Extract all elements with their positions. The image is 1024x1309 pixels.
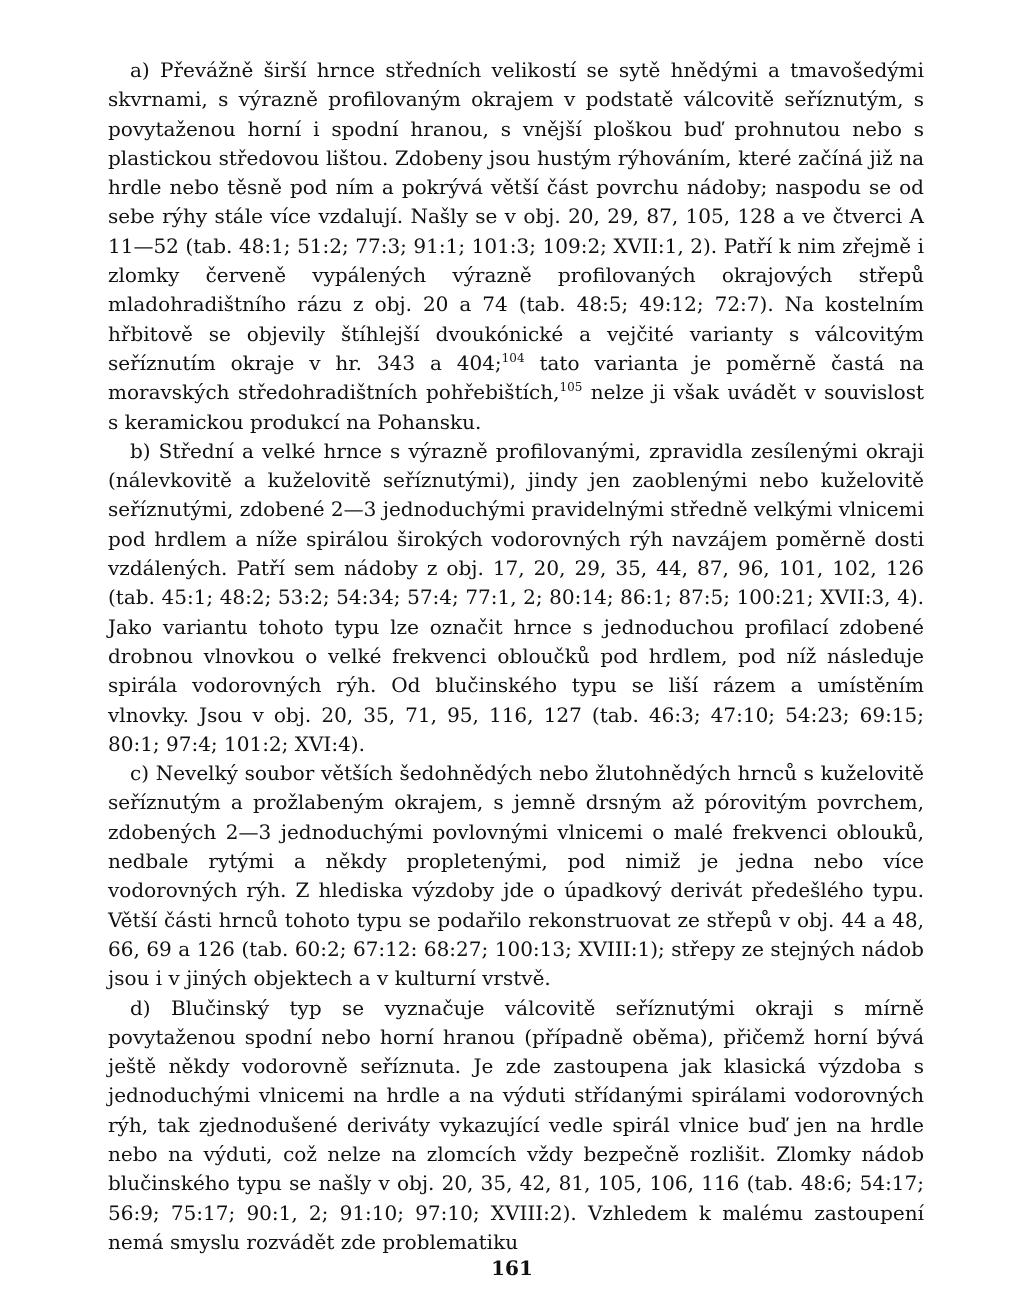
paragraph-a-text-2: tato varianta je poměrně častá na moravských středohradištních pohřebištích,: [108, 350, 924, 405]
paragraph-d: d) Blučinský typ se vyznačuje válcovitě seříznutými okraji s mírně povytaženou spodní nebo horní hranou (případně oběma), přičemž horní bývá ještě někdy vodorovně seříznuta. Je zde zastoupena jak klasická výzdoba s jednoduchými vlnicemi na hrdle a na výduti střídanými spirálami vodorovných rýh, tak zjednodušené deriváty vykazující vedle spirál vlnice buď jen na hrdle nebo na výduti, což nelze na zlomcích vždy bezpečně rozlišit. Zlomky nádob blučinského typu se našly v obj. 20, 35, 42, 81, 105, 106, 116 (tab. 48:6; 54:17; 56:9; 75:17; 90:1, 2; 91:10; 97:10; XVIII:2). Vzhledem k malému zastoupení nemá smyslu rozvádět zde problematiku: [108, 995, 924, 1254]
paragraph-c: c) Nevelký soubor větších šedohnědých nebo žlutohnědých hrnců s kuželovitě seříznutým a prožlabeným okrajem, s jemně drsným až pórovitým povrchem, zdobených 2—3 jednoduchými povlovnými vlnicemi o malé frekvenci oblouků, nedbale rytými a někdy propletenými, pod nimiž je jedna nebo více vodorovných rýh. Z hlediska výzdoby jde o úpadkový derivát předešlého typu. Větší části hrnců tohoto typu se podařilo rekonstruovat ze střepů v obj. 44 a 48, 66, 69 a 126 (tab. 60:2; 67:12: 68:27; 100:13; XVIII:1); střepy ze stejných nádob jsou i v jiných objektech a v kulturní vrstvě.: [108, 761, 924, 991]
paragraph-b: b) Střední a velké hrnce s výrazně profilovanými, zpravidla zesílenými okraji (nálevkovitě a kuželovitě seříznutými), jindy jen zaoblenými nebo kuželovitě seříznutými, zdobené 2—3 jednoduchými pravidelnými středně velkými vlnicemi pod hrdlem a níže spirálou širokých vodorovných rýh navzájem poměrně dosti vzdálených. Patří sem nádoby z obj. 17, 20, 29, 35, 44, 87, 96, 101, 102, 126 (tab. 45:1; 48:2; 53:2; 54:34; 57:4; 77:1, 2; 80:14; 86:1; 87:5; 100:21; XVII:3, 4). Jako variantu tohoto typu lze označit hrnce s jednoduchou profilací zdobené drobnou vlnovkou o velké frekvenci obloučků pod hrdlem, pod níž následuje spirála vodorovných rýh. Od blučinského typu se liší rázem a umístěním vlnovky. Jsou v obj. 20, 35, 71, 95, 116, 127 (tab. 46:3; 47:10; 54:23; 69:15; 80:1; 97:4; 101:2; XVI:4).: [108, 438, 924, 756]
page-body: [108, 56, 924, 1257]
paragraph-a-text-3: nelze ji však uvádět v souvislost s keramickou produkcí na Pohansku.: [108, 380, 925, 434]
page-number: 161: [491, 1256, 533, 1280]
paragraph-a: [108, 56, 924, 437]
footnote-ref-104: 104: [501, 350, 525, 365]
paragraph-a-text-1: a) Převážně širší hrnce středních velikostí se sytě hnědými a tmavošedými skvrnami, s výrazně profilovaným okrajem v podstatě válcovitě seříznutým, s povytaženou horní i spodní hranou, s vnější ploškou buď prohnutou nebo s plastickou středovou lištou. Zdobeny jsou hustým rýhováním, které začíná již na hrdle nebo těsně pod ním a pokrývá větší část povrchu nádoby; naspodu se od sebe rýhy stále více vzdalují. Našly se v obj. 20, 29, 87, 105, 128 a ve čtverci A 11—52 (tab. 48:1; 51:2; 77:3; 91:1; 101:3; 109:2; XVII:1, 2). Patří k nim zřejmě i zlomky červeně vypálených výrazně profilovaných okrajových střepů mladohradištního rázu z obj. 20 a 74 (tab. 48:5; 49:12; 72:7). Na kostelním hřbitově se objevily štíhlejší dvoukónické a vejčité varianty s válcovitým seříznutím okraje v hr. 343 a 404;: [108, 58, 924, 375]
footnote-ref-105: 105: [559, 380, 583, 395]
